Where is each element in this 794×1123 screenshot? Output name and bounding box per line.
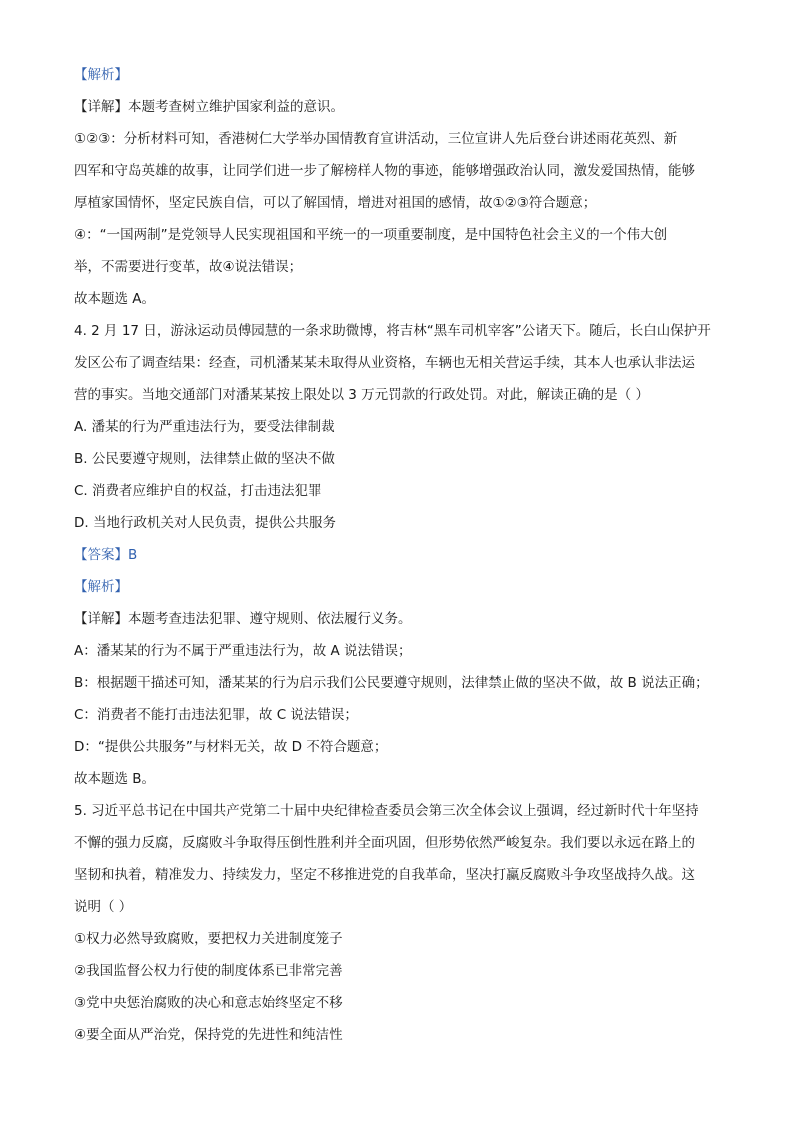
paragraph-line: 四军和守岛英雄的故事，让同学们进一步了解榜样人物的事迹，能够增强政治认同，激发爱国热情，能够	[74, 163, 695, 179]
option-b: B. 公民要遵守规则，法律禁止做的坚决不做	[74, 451, 335, 467]
detail-line: 【详解】本题考查树立维护国家利益的意识。	[74, 99, 344, 115]
analysis-label: 【解析】	[74, 67, 128, 83]
question-stem-line: 4. 2 月 17 日，游泳运动员傅园慧的一条求助微博，将吉林“黑车司机宰客”公诸天下。随后，长白山保护开	[74, 323, 711, 339]
option-d: D. 当地行政机关对人民负责，提供公共服务	[74, 515, 336, 531]
question-stem-line: 不懈的强力反腐，反腐败斗争取得压倒性胜利并全面巩固，但形势依然严峻复杂。我们要以永远在路上的	[74, 835, 695, 851]
option-a: A. 潘某的行为严重违法行为，要受法律制裁	[74, 419, 335, 435]
paragraph-line: ①②③：分析材料可知，香港树仁大学举办国情教育宣讲活动，三位宣讲人先后登台讲述雨花英烈、新	[74, 131, 678, 147]
question-stem-line: 5. 习近平总书记在中国共产党第二十届中央纪律检查委员会第三次全体会议上强调，经过新时代十年坚持	[74, 803, 699, 819]
question-stem-line: 发区公布了调查结果：经查，司机潘某某未取得从业资格，车辆也无相关营运手续，其本人也承认非法运	[74, 355, 695, 371]
question-stem-line: 营的事实。当地交通部门对潘某某按上限处以 3 万元罚款的行政处罚。对此，解读正确的是（ ）	[74, 387, 649, 403]
detail-line: 【详解】本题考查违法犯罪、遵守规则、依法履行义务。	[74, 611, 412, 627]
explanation-b: B：根据题干描述可知，潘某某的行为启示我们公民要遵守规则，法律禁止做的坚决不做，故 B 说法正确；	[74, 675, 709, 691]
statement-2: ②我国监督公权力行使的制度体系已非常完善	[74, 963, 343, 979]
answer-label: 【答案】B	[74, 547, 138, 563]
statement-4: ④要全面从严治党，保持党的先进性和纯洁性	[74, 1027, 343, 1043]
explanation-c: C：消费者不能打击违法犯罪，故 C 说法错误；	[74, 707, 358, 723]
answer-conclusion: 故本题选 B。	[74, 771, 156, 787]
answer-conclusion: 故本题选 A。	[74, 291, 156, 307]
option-c: C. 消费者应维护自的权益，打击违法犯罪	[74, 483, 322, 499]
paragraph-line: 厚植家国情怀，坚定民族自信，可以了解国情，增进对祖国的感情，故①②③符合题意；	[74, 195, 597, 211]
statement-3: ③党中央惩治腐败的决心和意志始终坚定不移	[74, 995, 343, 1011]
question-stem-line: 坚韧和执着，精准发力、持续发力，坚定不移推进党的自我革命，坚决打赢反腐败斗争攻坚战持久战。这	[74, 867, 695, 883]
statement-1: ①权力必然导致腐败，要把权力关进制度笼子	[74, 931, 343, 947]
paragraph-line: ④：“一国两制”是党领导人民实现祖国和平统一的一项重要制度，是中国特色社会主义的一个伟大创	[74, 227, 668, 243]
analysis-label: 【解析】	[74, 579, 128, 595]
paragraph-line: 举，不需要进行变革，故④说法错误；	[74, 259, 303, 275]
question-stem-line: 说明（ ）	[74, 899, 133, 915]
explanation-d: D：“提供公共服务”与材料无关，故 D 不符合题意；	[74, 739, 388, 755]
explanation-a: A：潘某某的行为不属于严重违法行为，故 A 说法错误；	[74, 643, 412, 659]
